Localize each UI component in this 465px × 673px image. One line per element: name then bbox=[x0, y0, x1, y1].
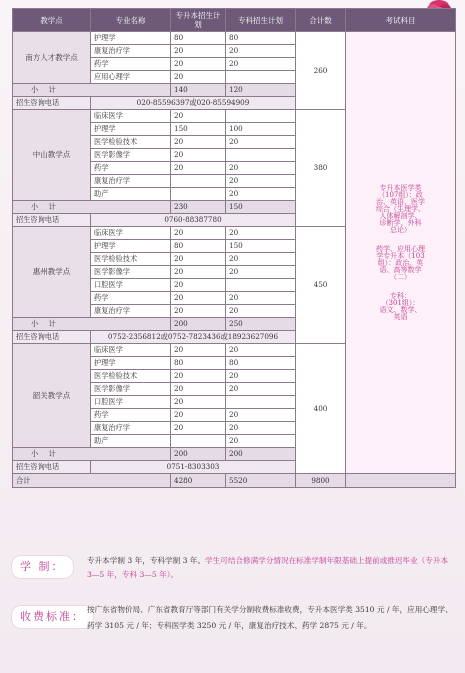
phone-label: 招生咨询电话 bbox=[13, 461, 91, 474]
zsb-plan: 20 bbox=[171, 266, 226, 279]
fees-section bbox=[12, 602, 455, 664]
xuezhi-section bbox=[12, 554, 455, 594]
zsb-plan: 20 bbox=[171, 253, 226, 266]
phone-number: 0751-8303303 bbox=[91, 461, 296, 474]
grand-total-row bbox=[13, 474, 456, 488]
zk-plan bbox=[226, 149, 296, 162]
site-total: 400 bbox=[296, 344, 346, 474]
subtotal-zsb: 200 bbox=[171, 318, 226, 331]
phone-label: 招生咨询电话 bbox=[13, 97, 91, 110]
header-zk: 专科招生计划 bbox=[226, 9, 296, 32]
header-zsb: 专升本招生计划 bbox=[171, 9, 226, 32]
subtotal-label: 小 计 bbox=[13, 448, 171, 461]
subtotal-zk: 200 bbox=[226, 448, 296, 461]
major-name: 护理学 bbox=[91, 32, 171, 45]
zsb-plan: 20 bbox=[171, 110, 226, 123]
exam-line: 诊断学、外科 bbox=[379, 218, 422, 227]
phone-number: 0760-88387780 bbox=[91, 214, 296, 227]
zsb-plan: 20 bbox=[171, 279, 226, 292]
major-name: 医学检验技术 bbox=[91, 136, 171, 149]
phone-number: 020-85596397或020-85594909 bbox=[91, 97, 296, 110]
zk-plan: 20 bbox=[226, 188, 296, 201]
zsb-plan: 20 bbox=[171, 149, 226, 162]
exam-line: 组）：政治、英 bbox=[377, 258, 424, 267]
exam-subjects bbox=[346, 32, 456, 474]
zk-plan: 20 bbox=[226, 227, 296, 240]
major-name: 临床医学 bbox=[91, 110, 171, 123]
zk-plan bbox=[226, 279, 296, 292]
zsb-plan: 80 bbox=[171, 32, 226, 45]
zsb-plan: 20 bbox=[171, 305, 226, 318]
major-name: 临床医学 bbox=[91, 344, 171, 357]
major-name: 助产 bbox=[91, 188, 171, 201]
zk-plan: 20 bbox=[226, 292, 296, 305]
subtotal-label: 小 计 bbox=[13, 84, 171, 97]
major-name: 康复治疗学 bbox=[91, 45, 171, 58]
zsb-plan: 20 bbox=[171, 370, 226, 383]
major-name: 药学 bbox=[91, 162, 171, 175]
site-name: 韶关教学点 bbox=[13, 344, 91, 448]
site-name: 惠州教学点 bbox=[13, 227, 91, 318]
phone-number: 0752-2356812或0752-7823436或18923627096 bbox=[91, 331, 296, 344]
grand-total-sum: 9800 bbox=[296, 474, 346, 488]
subtotal-zsb: 230 bbox=[171, 201, 226, 214]
xuezhi-label: 学 制： bbox=[12, 556, 73, 578]
enrollment-table bbox=[12, 8, 456, 488]
xuezhi-text bbox=[87, 554, 455, 582]
major-name: 药学 bbox=[91, 292, 171, 305]
zsb-plan: 20 bbox=[171, 383, 226, 396]
major-name: 助产 bbox=[91, 435, 171, 448]
zsb-plan bbox=[171, 188, 226, 201]
major-name: 医学影像学 bbox=[91, 149, 171, 162]
xuezhi-text-b: 学生可结合修满学分情况在标准学制年限基础上提前或推迟毕业（专升本 3—5 年，专科 3—5 年）。 bbox=[87, 556, 449, 580]
zsb-plan: 20 bbox=[171, 422, 226, 435]
exam-line: 药学、应用心理 bbox=[376, 244, 425, 253]
zk-plan: 20 bbox=[226, 422, 296, 435]
site-total: 260 bbox=[296, 32, 346, 110]
subtotal-zk: 120 bbox=[226, 84, 296, 97]
table-row bbox=[13, 32, 456, 45]
phone-label: 招生咨询电话 bbox=[13, 214, 91, 227]
major-name: 护理学 bbox=[91, 240, 171, 253]
zsb-plan bbox=[171, 435, 226, 448]
table-header-row bbox=[13, 9, 456, 32]
grand-total-label: 合计 bbox=[13, 474, 171, 488]
zk-plan: 20 bbox=[226, 370, 296, 383]
xuezhi-text-a: 专升本学制 3 年，专科学制 3 年。 bbox=[87, 556, 206, 565]
exam-block bbox=[349, 293, 452, 321]
table-body bbox=[13, 32, 456, 488]
zsb-plan: 20 bbox=[171, 71, 226, 84]
fees-label: 收费标准： bbox=[12, 606, 93, 628]
site-total: 380 bbox=[296, 110, 346, 227]
zk-plan: 20 bbox=[226, 136, 296, 149]
major-name: 医学检验技术 bbox=[91, 253, 171, 266]
zk-plan: 20 bbox=[226, 58, 296, 71]
zsb-plan: 20 bbox=[171, 58, 226, 71]
zk-plan: 20 bbox=[226, 175, 296, 188]
zsb-plan: 20 bbox=[171, 396, 226, 409]
exam-line: 人体解剖学、 bbox=[379, 211, 422, 220]
subtotal-label: 小 计 bbox=[13, 201, 171, 214]
major-name: 康复治疗学 bbox=[91, 305, 171, 318]
zsb-plan: 20 bbox=[171, 227, 226, 240]
zk-plan: 80 bbox=[226, 357, 296, 370]
header-site: 教学点 bbox=[13, 9, 91, 32]
exam-line: 学专升本（103 bbox=[376, 251, 425, 260]
major-name: 口腔医学 bbox=[91, 279, 171, 292]
major-name: 医学影像学 bbox=[91, 266, 171, 279]
zk-plan: 20 bbox=[226, 305, 296, 318]
grand-total-zk: 5520 bbox=[226, 474, 296, 488]
exam-line: 治、英语、医学 bbox=[376, 197, 425, 206]
subtotal-zk: 250 bbox=[226, 318, 296, 331]
exam-line: 综合（生理学、 bbox=[376, 204, 425, 213]
zk-plan: 20 bbox=[226, 344, 296, 357]
major-name: 护理学 bbox=[91, 357, 171, 370]
phone-label: 招生咨询电话 bbox=[13, 331, 91, 344]
zsb-plan: 20 bbox=[171, 45, 226, 58]
subtotal-zsb: 200 bbox=[171, 448, 226, 461]
zk-plan bbox=[226, 396, 296, 409]
zsb-plan: 20 bbox=[171, 344, 226, 357]
site-name: 中山教学点 bbox=[13, 110, 91, 201]
major-name: 临床医学 bbox=[91, 227, 171, 240]
zk-plan: 150 bbox=[226, 240, 296, 253]
site-total: 450 bbox=[296, 227, 346, 344]
grand-total-zsb: 4280 bbox=[171, 474, 226, 488]
zk-plan: 20 bbox=[226, 409, 296, 422]
subtotal-zk: 150 bbox=[226, 201, 296, 214]
zsb-plan: 20 bbox=[171, 136, 226, 149]
major-name: 口腔医学 bbox=[91, 396, 171, 409]
zsb-plan bbox=[171, 175, 226, 188]
exam-line: 总论） bbox=[390, 225, 411, 234]
zsb-plan: 80 bbox=[171, 357, 226, 370]
exam-line: （301组）： bbox=[381, 298, 420, 307]
zsb-plan: 20 bbox=[171, 162, 226, 175]
zk-plan bbox=[226, 71, 296, 84]
exam-line: 专升本医学类 bbox=[379, 183, 422, 192]
zk-plan: 20 bbox=[226, 266, 296, 279]
header-major: 专业名称 bbox=[91, 9, 171, 32]
zsb-plan: 20 bbox=[171, 409, 226, 422]
zsb-plan: 20 bbox=[171, 292, 226, 305]
subtotal-zsb: 140 bbox=[171, 84, 226, 97]
exam-block bbox=[349, 246, 452, 281]
zk-plan: 100 bbox=[226, 123, 296, 136]
major-name: 护理学 bbox=[91, 123, 171, 136]
major-name: 康复治疗学 bbox=[91, 422, 171, 435]
exam-line: （107组）：政 bbox=[378, 190, 423, 199]
zk-plan: 20 bbox=[226, 383, 296, 396]
exam-block bbox=[349, 185, 452, 234]
zk-plan: 80 bbox=[226, 32, 296, 45]
grand-total-blank bbox=[346, 474, 456, 488]
fees-text: 按广东省物价局、广东省教育厅等部门有关学分制收费标准收费，专升本医学类 3510 元 / 年，应用心理学、药学 3105 元 / 年；专科医学类 3250 元 / 年，康复治疗技术、药学 2875 元 / 年。 bbox=[87, 605, 453, 630]
major-name: 康复治疗学 bbox=[91, 175, 171, 188]
zk-plan: 20 bbox=[226, 162, 296, 175]
exam-line: 语文、数学、 bbox=[379, 305, 422, 314]
zsb-plan: 150 bbox=[171, 123, 226, 136]
exam-line: 专科： bbox=[390, 291, 411, 300]
header-total: 合计数 bbox=[296, 9, 346, 32]
zk-plan: 20 bbox=[226, 45, 296, 58]
zk-plan: 20 bbox=[226, 253, 296, 266]
major-name: 应用心理学 bbox=[91, 71, 171, 84]
exam-line: 英语 bbox=[393, 312, 408, 321]
zsb-plan: 80 bbox=[171, 240, 226, 253]
exam-line: （二） bbox=[390, 272, 411, 281]
major-name: 医学影像学 bbox=[91, 383, 171, 396]
exam-line: 语、高等数学 bbox=[379, 265, 422, 274]
zk-plan bbox=[226, 110, 296, 123]
header-exam: 考试科目 bbox=[346, 9, 456, 32]
subtotal-label: 小 计 bbox=[13, 318, 171, 331]
major-name: 药学 bbox=[91, 58, 171, 71]
major-name: 药学 bbox=[91, 409, 171, 422]
site-name: 南方人才教学点 bbox=[13, 32, 91, 84]
zk-plan: 20 bbox=[226, 435, 296, 448]
major-name: 医学检验技术 bbox=[91, 370, 171, 383]
